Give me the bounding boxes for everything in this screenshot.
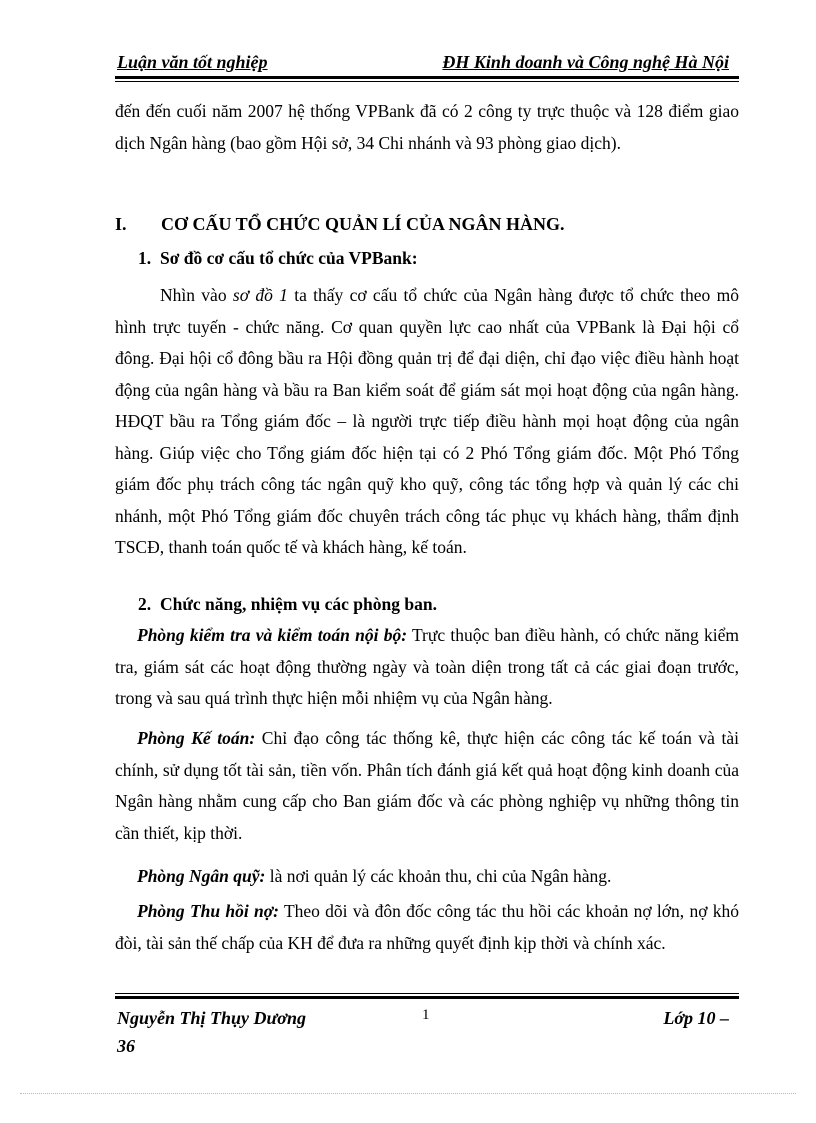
department-paragraph bbox=[115, 723, 739, 849]
subsection-title: Sơ đồ cơ cấu tổ chức của VPBank: bbox=[160, 248, 418, 268]
footer-class-number: 36 bbox=[117, 1036, 135, 1056]
section-number: I. bbox=[115, 214, 127, 234]
footer-divider bbox=[115, 993, 739, 999]
footer-author: Nguyễn Thị Thụy Dương bbox=[117, 1008, 306, 1028]
header-university: ĐH Kinh doanh và Công nghệ Hà Nội bbox=[442, 52, 729, 72]
subsection-heading-1 bbox=[138, 248, 418, 269]
department-text: Chỉ đạo công tác thống kê, thực hiện các công tác kế toán và tài chính, sử dụng tốt tài sản, tiền vốn. Phân tích đánh giá kết quả hoạt động kinh doanh của Ngân hàng nhằm cung cấp cho Ban giám đốc và các phòng nghiệp vụ những thông tin cần thiết, kịp thời. bbox=[115, 728, 739, 843]
section-title: CƠ CẤU TỔ CHỨC QUẢN LÍ CỦA NGÂN HÀNG. bbox=[161, 214, 565, 234]
department-label: Phòng Thu hồi nợ: bbox=[137, 901, 279, 921]
subsection-heading-2 bbox=[138, 594, 437, 615]
page-number: 1 bbox=[422, 1007, 430, 1023]
department-text: Trực thuộc ban điều hành, có chức năng kiểm tra, giám sát các hoạt động thường ngày và toàn diện trong tất cả các giai đoạn trước, trong và sau quá trình thực hiện mỗi nhiệm vụ của Ngân hàng. bbox=[115, 625, 739, 708]
para-text-rest: ta thấy cơ cấu tổ chức của Ngân hàng được tổ chức theo mô hình trực tuyến - chức năng. Cơ quan quyền lực cao nhất của VPBank là Đại hội cổ đông. Đại hội cổ đông bầu ra Hội đồng quản trị để đại diện, chỉ đạo việc điều hành hoạt động của ngân hàng và bầu ra Ban kiểm soát để giám sát mọi hoạt động của ngân hàng. HĐQT bầu ra Tổng giám đốc – là người trực tiếp điều hành mọi hoạt động của ngân hàng. Giúp việc cho Tổng giám đốc hiện tại có 2 Phó Tổng giám đốc. Một Phó Tổng giám đốc phụ trách công tác ngân quỹ kho quỹ, công tác tổng hợp và quản lý các chi nhánh, một Phó Tổng giám đốc chuyên trách công tác phục vụ khách hàng, thẩm định TSCĐ, thanh toán quốc tế và khách hàng, kế toán. bbox=[115, 285, 739, 557]
intro-paragraph: đến đến cuối năm 2007 hệ thống VPBank đã có 2 công ty trực thuộc và 128 điểm giao dịch Ngân hàng (bao gồm Hội sở, 34 Chi nhánh và 93 phòng giao dịch). bbox=[115, 101, 739, 153]
page-edge-dots bbox=[20, 1093, 796, 1094]
department-paragraph bbox=[115, 620, 739, 715]
header-thesis-title: Luận văn tốt nghiệp bbox=[117, 52, 268, 72]
footer-class-label: Lớp 10 – bbox=[663, 1008, 729, 1028]
section-heading bbox=[115, 214, 565, 235]
para-text-start: Nhìn vào bbox=[160, 285, 233, 305]
department-label: Phòng Kế toán: bbox=[137, 728, 256, 748]
header-divider bbox=[115, 76, 739, 82]
subsection-number: 2. bbox=[138, 594, 152, 614]
subsection-number: 1. bbox=[138, 248, 152, 268]
department-text: Theo dõi và đôn đốc công tác thu hồi các khoản nợ lớn, nợ khó đòi, tài sản thế chấp của KH để đưa ra những quyết định kịp thời và chính xác. bbox=[115, 901, 739, 953]
diagram-reference: sơ đồ 1 bbox=[232, 285, 288, 305]
department-text: là nơi quản lý các khoản thu, chi của Ngân hàng. bbox=[265, 866, 612, 886]
department-label: Phòng Ngân quỹ: bbox=[137, 866, 266, 886]
department-paragraph bbox=[115, 861, 739, 893]
department-label: Phòng kiểm tra và kiểm toán nội bộ: bbox=[137, 625, 408, 645]
subsection-title: Chức năng, nhiệm vụ các phòng ban. bbox=[160, 594, 437, 614]
org-structure-paragraph bbox=[115, 280, 739, 564]
department-paragraph bbox=[115, 896, 739, 959]
